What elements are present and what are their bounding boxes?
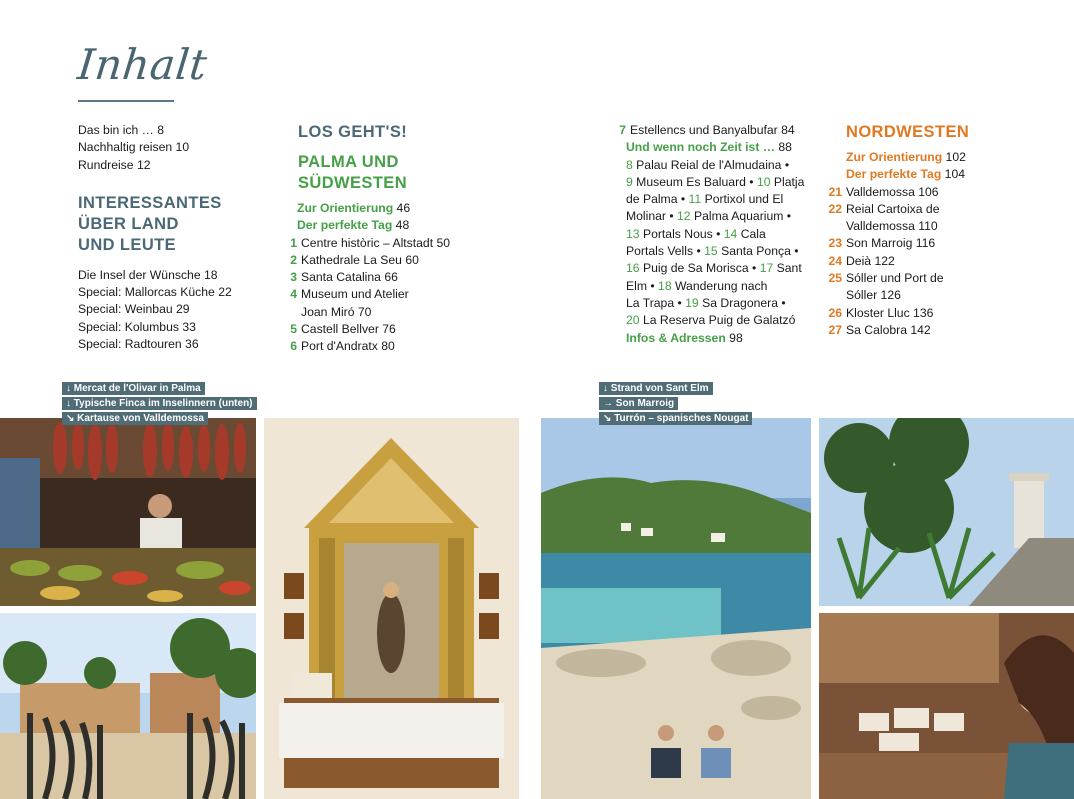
toc-entry[interactable]: 26 Kloster Lluc 136	[828, 305, 934, 320]
toc-entry[interactable]: Special: Radtouren 36	[78, 337, 199, 352]
title-underline	[78, 100, 174, 102]
toc-entry[interactable]: Rundreise 12	[78, 157, 151, 172]
toc-entry[interactable]: 1 Centre històric – Altstadt 50	[290, 235, 451, 250]
arrow-down-icon: ↓	[66, 398, 71, 409]
toc-infos[interactable]: Infos & Adressen 98	[626, 330, 743, 345]
toc-entry[interactable]: 27 Sa Calobra 142	[828, 322, 931, 337]
toc-more-time[interactable]: Und wenn noch Zeit ist … 88	[626, 140, 792, 155]
toc-column-palma-cont	[606, 122, 811, 347]
photo-chapel-altar	[264, 418, 519, 799]
toc-entry[interactable]: Die Insel der Wünsche 18	[78, 267, 218, 282]
caption-list-left	[62, 382, 257, 425]
arrow-right-icon: →	[603, 398, 613, 409]
photo-beach-sant-elm	[541, 418, 811, 799]
section-heading-palma: PALMA UND SÜDWESTEN	[298, 153, 408, 192]
arrow-down-right-icon: ↘	[66, 413, 75, 424]
toc-entry[interactable]: 24 Deià 122	[828, 253, 895, 268]
caption-finca: ↓ Typische Finca im Inselinnern (unten)	[62, 397, 257, 410]
toc-entry[interactable]: 6 Port d'Andratx 80	[290, 339, 395, 354]
toc-entry[interactable]: 25 Sóller und Port de Sóller 126	[828, 271, 944, 303]
caption-son-marroig: → Son Marroig	[599, 397, 678, 410]
toc-column-nordwesten	[822, 122, 1022, 339]
caption-sant-elm: ↓ Strand von Sant Elm	[599, 382, 713, 395]
toc-entry[interactable]: 21 Valldemossa 106	[828, 184, 939, 199]
section-heading-nordwesten: NORDWESTEN	[846, 123, 970, 141]
toc-orientation[interactable]: Zur Orientierung 102	[846, 150, 966, 164]
photo-turron-nougat	[819, 613, 1074, 799]
toc-entry[interactable]: 4 Museum und Atelier Joan Miró 70	[290, 287, 409, 319]
section-heading-los-gehts: LOS GEHT'S!	[298, 123, 408, 141]
caption-turron: ↘ Turrón – spanisches Nougat	[599, 412, 752, 425]
toc-entry[interactable]: Special: Kolumbus 33	[78, 319, 196, 334]
toc-entry[interactable]: Nachhaltig reisen 10	[78, 140, 190, 155]
toc-more-list: 8 Palau Reial de l'Almudaina • 9 Museum Es Baluard • 10 Platja de Palma • 11 Portixol und El Molinar • 12 Palma Aquarium • 13 Portals Nous • 14 Cala Portals Vells • 15 Santa Ponça • 16 Puig de Sa Morisca • 17 Sant Elm • 18 Wanderung nach La Trapa • 19 Sa Dragonera • 20 La Reserva Puig de Galatzó Infos & Adressen 98	[606, 157, 811, 347]
photo-son-marroig	[819, 418, 1074, 606]
caption-mercat: ↓ Mercat de l'Olivar in Palma	[62, 382, 205, 395]
photo-market	[0, 418, 256, 606]
page-title: Inhalt	[75, 40, 210, 89]
caption-list-right	[599, 382, 752, 425]
arrow-down-icon: ↓	[66, 383, 71, 394]
toc-column-palma	[277, 122, 487, 356]
toc-entry[interactable]: Special: Mallorcas Küche 22	[78, 285, 232, 300]
toc-entry[interactable]: 23 Son Marroig 116	[828, 236, 936, 251]
caption-kartause: ↘ Kartause von Valldemossa	[62, 412, 208, 425]
toc-perfect-day[interactable]: Der perfekte Tag 48	[297, 218, 410, 233]
toc-orientation[interactable]: Zur Orientierung 46	[297, 201, 411, 215]
toc-entry[interactable]: Special: Weinbau 29	[78, 302, 190, 317]
toc-entry[interactable]: 3 Santa Catalina 66	[290, 270, 398, 285]
section-heading-interessantes: INTERESSANTES ÜBER LAND UND LEUTE	[78, 193, 222, 254]
toc-entry[interactable]: 5 Castell Bellver 76	[290, 322, 396, 337]
arrow-down-right-icon: ↘	[603, 413, 612, 424]
toc-entry[interactable]: 7 Estellencs und Banyalbufar 84	[619, 123, 795, 137]
toc-perfect-day[interactable]: Der perfekte Tag 104	[846, 167, 966, 182]
arrow-down-icon: ↓	[603, 383, 608, 394]
toc-entry[interactable]: 2 Kathedrale La Seu 60	[290, 252, 419, 267]
toc-entry[interactable]: 22 Reial Cartoixa de Valldemossa 110	[828, 201, 940, 234]
toc-entry[interactable]: Das bin ich … 8	[78, 123, 165, 137]
toc-column-intro	[78, 122, 278, 353]
photo-finca	[0, 613, 256, 799]
